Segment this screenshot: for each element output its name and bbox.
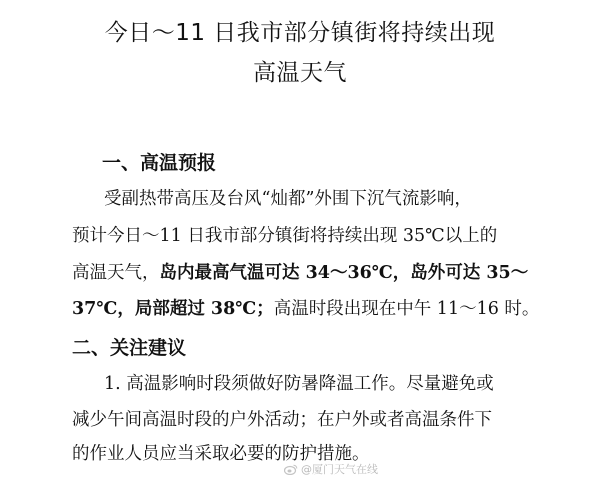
section-heading-advice: 二、关注建议	[72, 337, 187, 359]
weibo-icon	[284, 464, 298, 475]
document-title-line-2: 高温天气	[253, 60, 347, 86]
watermark-text: @厦门天气在线	[301, 463, 378, 476]
forecast-text-line-1: 受副热带高压及台风“灿都”外围下沉气流影响，	[104, 189, 472, 209]
forecast-text-emphasis: 岛内最高气温可达 34～36℃，岛外可达 35～	[159, 263, 529, 283]
section-heading-forecast: 一、高温预报	[102, 152, 217, 174]
advice-text-line-2: 减少午间高温时段的户外活动；在户外或者高温条件下	[72, 410, 492, 430]
forecast-text-normal: 高温天气，	[72, 263, 160, 283]
forecast-text-emphasis: 37℃，局部超过 38℃；	[72, 299, 274, 319]
advice-text-line-1: 1. 高温影响时段须做好防暑降温工作。尽量避免或	[104, 374, 494, 394]
forecast-text-line-3	[72, 259, 528, 284]
document-title-line-1: 今日～11 日我市部分镇街将持续出现	[104, 20, 496, 46]
forecast-text-line-4	[72, 295, 539, 320]
watermark	[284, 461, 378, 477]
forecast-text-line-2: 预计今日～11 日我市部分镇街将持续出现 35℃以上的	[72, 226, 498, 246]
advice-text-line-3: 的作业人员应当采取必要的防护措施。	[72, 444, 370, 464]
forecast-text-normal: 高温时段出现在中午 11～16 时。	[273, 299, 540, 319]
